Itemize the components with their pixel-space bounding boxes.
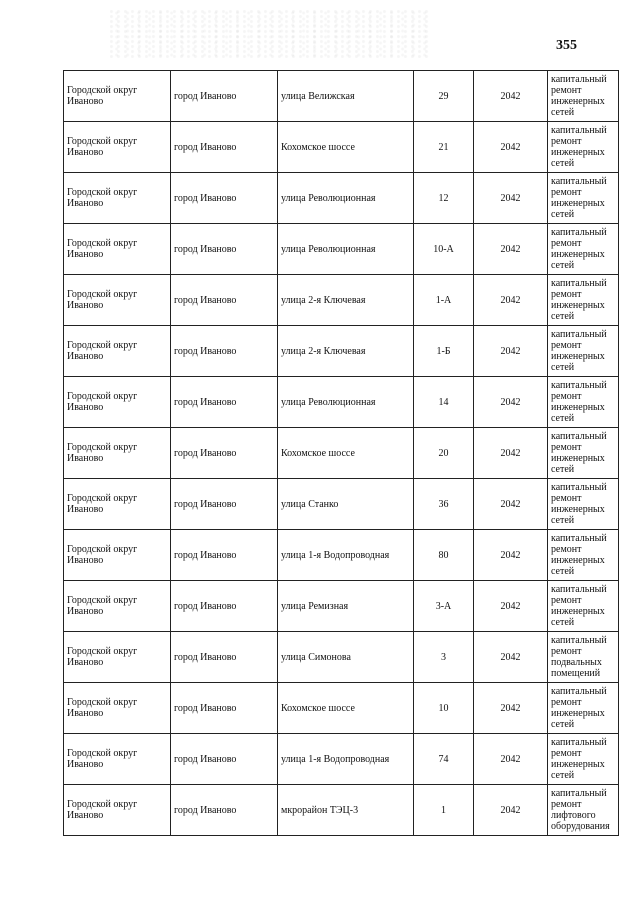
work-type-line: капитальный <box>551 482 607 493</box>
work-type-line: капитальный <box>551 686 607 697</box>
work-type-line: сетей <box>551 515 575 526</box>
work-type-line: ремонт <box>551 697 582 708</box>
street-cell: улица Революционная <box>278 377 414 428</box>
year-cell: 2042 <box>474 122 548 173</box>
work-type-line: ремонт <box>551 187 582 198</box>
work-type-line: лифтового <box>551 810 596 821</box>
table-row <box>64 581 619 632</box>
year-cell: 2042 <box>474 632 548 683</box>
street-cell: улица Велижская <box>278 71 414 122</box>
work-type-cell <box>548 173 619 224</box>
house-number-cell: 3 <box>414 632 474 683</box>
work-type-line: ремонт <box>551 289 582 300</box>
work-type-cell <box>548 734 619 785</box>
city-cell: город Иваново <box>171 224 278 275</box>
work-type-cell <box>548 377 619 428</box>
work-type-line: сетей <box>551 260 575 271</box>
house-number-cell: 10-А <box>414 224 474 275</box>
street-cell: улица Симонова <box>278 632 414 683</box>
work-type-cell <box>548 581 619 632</box>
district-cell: Городской округ Иваново <box>64 224 171 275</box>
page-number: 355 <box>556 38 577 53</box>
street-cell: Кохомское шоссе <box>278 122 414 173</box>
city-cell: город Иваново <box>171 122 278 173</box>
table-row <box>64 632 619 683</box>
table-row <box>64 173 619 224</box>
street-cell: улица Революционная <box>278 224 414 275</box>
work-type-line: капитальный <box>551 737 607 748</box>
work-type-line: капитальный <box>551 380 607 391</box>
work-type-line: сетей <box>551 617 575 628</box>
district-cell: Городской округ Иваново <box>64 479 171 530</box>
street-cell: улица 1-я Водопроводная <box>278 530 414 581</box>
work-type-line: сетей <box>551 719 575 730</box>
work-type-line: сетей <box>551 158 575 169</box>
city-cell: город Иваново <box>171 275 278 326</box>
street-cell: улица Ремизная <box>278 581 414 632</box>
street-cell: улица 1-я Водопроводная <box>278 734 414 785</box>
work-type-line: ремонт <box>551 340 582 351</box>
city-cell: город Иваново <box>171 479 278 530</box>
work-type-line: сетей <box>551 770 575 781</box>
city-cell: город Иваново <box>171 173 278 224</box>
year-cell: 2042 <box>474 224 548 275</box>
work-type-line: ремонт <box>551 391 582 402</box>
year-cell: 2042 <box>474 71 548 122</box>
work-type-line: капитальный <box>551 227 607 238</box>
work-type-cell <box>548 683 619 734</box>
work-type-line: капитальный <box>551 584 607 595</box>
work-type-line: сетей <box>551 209 575 220</box>
work-type-line: ремонт <box>551 748 582 759</box>
work-type-line: ремонт <box>551 85 582 96</box>
house-number-cell: 1 <box>414 785 474 836</box>
work-type-line: инженерных <box>551 96 605 107</box>
year-cell: 2042 <box>474 377 548 428</box>
street-cell: Кохомское шоссе <box>278 683 414 734</box>
year-cell: 2042 <box>474 275 548 326</box>
district-cell: Городской округ Иваново <box>64 326 171 377</box>
work-type-cell <box>548 632 619 683</box>
district-cell: Городской округ Иваново <box>64 122 171 173</box>
year-cell: 2042 <box>474 326 548 377</box>
city-cell: город Иваново <box>171 428 278 479</box>
work-type-line: инженерных <box>551 300 605 311</box>
district-cell: Городской округ Иваново <box>64 632 171 683</box>
year-cell: 2042 <box>474 581 548 632</box>
work-type-line: помещений <box>551 668 601 679</box>
district-cell: Городской округ Иваново <box>64 428 171 479</box>
district-cell: Городской округ Иваново <box>64 734 171 785</box>
work-type-line: сетей <box>551 107 575 118</box>
house-number-cell: 80 <box>414 530 474 581</box>
street-cell: улица 2-я Ключевая <box>278 275 414 326</box>
year-cell: 2042 <box>474 173 548 224</box>
work-type-cell <box>548 479 619 530</box>
work-type-cell <box>548 326 619 377</box>
work-type-line: инженерных <box>551 606 605 617</box>
city-cell: город Иваново <box>171 377 278 428</box>
street-cell: улица Революционная <box>278 173 414 224</box>
street-cell: мкрорайон ТЭЦ-3 <box>278 785 414 836</box>
work-type-line: капитальный <box>551 533 607 544</box>
district-cell: Городской округ Иваново <box>64 377 171 428</box>
work-type-line: ремонт <box>551 799 582 810</box>
work-type-line: сетей <box>551 566 575 577</box>
work-type-line: инженерных <box>551 147 605 158</box>
table-row <box>64 530 619 581</box>
table-row <box>64 326 619 377</box>
work-type-line: капитальный <box>551 74 607 85</box>
year-cell: 2042 <box>474 479 548 530</box>
work-type-line: сетей <box>551 413 575 424</box>
work-type-line: капитальный <box>551 431 607 442</box>
year-cell: 2042 <box>474 530 548 581</box>
table-row <box>64 785 619 836</box>
work-type-line: сетей <box>551 362 575 373</box>
work-type-cell <box>548 275 619 326</box>
street-cell: Кохомское шоссе <box>278 428 414 479</box>
district-cell: Городской округ Иваново <box>64 581 171 632</box>
work-type-line: капитальный <box>551 329 607 340</box>
work-type-line: капитальный <box>551 635 607 646</box>
table-row <box>64 275 619 326</box>
work-type-line: капитальный <box>551 125 607 136</box>
work-type-line: инженерных <box>551 249 605 260</box>
city-cell: город Иваново <box>171 632 278 683</box>
street-cell: улица Станко <box>278 479 414 530</box>
district-cell: Городской округ Иваново <box>64 275 171 326</box>
city-cell: город Иваново <box>171 683 278 734</box>
work-type-line: инженерных <box>551 402 605 413</box>
work-type-line: ремонт <box>551 238 582 249</box>
work-type-line: сетей <box>551 464 575 475</box>
city-cell: город Иваново <box>171 785 278 836</box>
registry-body <box>64 71 619 836</box>
work-type-line: ремонт <box>551 646 582 657</box>
work-type-line: сетей <box>551 311 575 322</box>
work-type-cell <box>548 785 619 836</box>
work-type-line: ремонт <box>551 442 582 453</box>
work-type-line: ремонт <box>551 136 582 147</box>
district-cell: Городской округ Иваново <box>64 683 171 734</box>
house-number-cell: 36 <box>414 479 474 530</box>
table-row <box>64 122 619 173</box>
house-number-cell: 20 <box>414 428 474 479</box>
work-type-line: инженерных <box>551 198 605 209</box>
work-type-line: подвальных <box>551 657 602 668</box>
table-row <box>64 683 619 734</box>
year-cell: 2042 <box>474 734 548 785</box>
city-cell: город Иваново <box>171 326 278 377</box>
house-number-cell: 3-А <box>414 581 474 632</box>
city-cell: город Иваново <box>171 71 278 122</box>
work-type-line: капитальный <box>551 176 607 187</box>
street-cell: улица 2-я Ключевая <box>278 326 414 377</box>
district-cell: Городской округ Иваново <box>64 530 171 581</box>
work-type-line: капитальный <box>551 278 607 289</box>
house-number-cell: 1-А <box>414 275 474 326</box>
year-cell: 2042 <box>474 428 548 479</box>
work-type-line: инженерных <box>551 453 605 464</box>
district-cell: Городской округ Иваново <box>64 71 171 122</box>
house-number-cell: 1-Б <box>414 326 474 377</box>
work-type-line: капитальный <box>551 788 607 799</box>
work-type-cell <box>548 530 619 581</box>
district-cell: Городской округ Иваново <box>64 785 171 836</box>
scan-noise <box>110 10 430 58</box>
work-type-line: инженерных <box>551 759 605 770</box>
work-type-cell <box>548 71 619 122</box>
table-row <box>64 428 619 479</box>
table-row <box>64 224 619 275</box>
table-row <box>64 734 619 785</box>
city-cell: город Иваново <box>171 734 278 785</box>
work-type-line: инженерных <box>551 555 605 566</box>
house-number-cell: 21 <box>414 122 474 173</box>
work-type-line: ремонт <box>551 544 582 555</box>
city-cell: город Иваново <box>171 530 278 581</box>
house-number-cell: 29 <box>414 71 474 122</box>
table-row <box>64 479 619 530</box>
house-number-cell: 74 <box>414 734 474 785</box>
registry-table <box>63 70 619 836</box>
city-cell: город Иваново <box>171 581 278 632</box>
work-type-line: инженерных <box>551 708 605 719</box>
house-number-cell: 14 <box>414 377 474 428</box>
house-number-cell: 10 <box>414 683 474 734</box>
work-type-line: инженерных <box>551 351 605 362</box>
table-row <box>64 71 619 122</box>
house-number-cell: 12 <box>414 173 474 224</box>
work-type-line: ремонт <box>551 493 582 504</box>
district-cell: Городской округ Иваново <box>64 173 171 224</box>
year-cell: 2042 <box>474 785 548 836</box>
work-type-line: инженерных <box>551 504 605 515</box>
work-type-cell <box>548 224 619 275</box>
table-row <box>64 377 619 428</box>
work-type-line: оборудования <box>551 821 610 832</box>
work-type-cell <box>548 122 619 173</box>
work-type-cell <box>548 428 619 479</box>
work-type-line: ремонт <box>551 595 582 606</box>
year-cell: 2042 <box>474 683 548 734</box>
